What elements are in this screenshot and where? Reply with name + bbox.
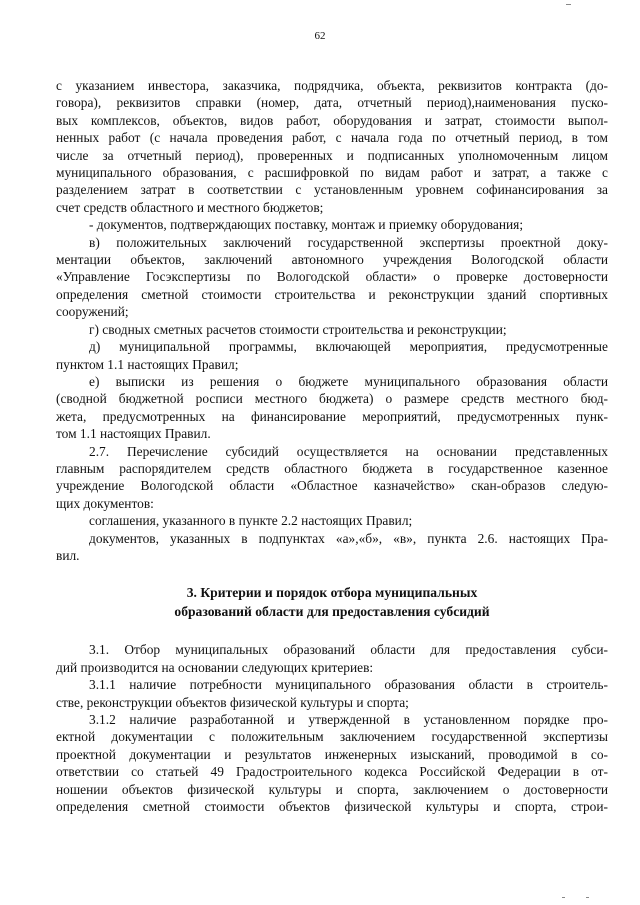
section-gap [56, 564, 608, 584]
text-line: 3.1.2 наличие разработанной и утвержденной в установленном порядке про- [89, 712, 608, 727]
text-line: учреждение Вологодской области «Областное казначейство» скан-образов следую- [56, 478, 608, 494]
section-heading-line-2: образований области для предоставления субсидий [174, 603, 490, 619]
section-heading-line-1: 3. Критерии и порядок отбора муниципальных [186, 585, 478, 601]
text-line: жета, предусмотренных на финансирование мероприятий, предусмотренных пунк- [56, 408, 608, 424]
text-line: том 1.1 настоящих Правил. [56, 426, 211, 442]
text-line: ектной документации с положительным заключением государственной экспертизы [56, 729, 608, 745]
text-line: определения сметной стоимости объектов физической культуры и спорта, строи- [56, 799, 608, 815]
text-line: 3.1. Отбор муниципальных образований области для предоставления субси- [89, 642, 608, 658]
text-line: документов, указанных в подпунктах «а»,«б», «в», пункта 2.6. настоящих Пра- [89, 530, 608, 546]
text-line: соглашения, указанного в пункте 2.2 настоящих Правил; [89, 513, 413, 529]
section-gap [56, 621, 608, 641]
text-line: стве, реконструкции объектов физической культуры и спорта; [56, 694, 409, 710]
text-line: ответствии со статьей 49 Градостроительного кодекса Российской Федерации в от- [56, 764, 608, 780]
text-line: с указанием инвестора, заказчика, подрядчика, объекта, реквизитов контракта (до- [56, 78, 608, 93]
text-line: разделением затрат в соответствии с установленным уровнем софинансирования за [56, 182, 608, 198]
text-line: сооружений; [56, 304, 129, 320]
text-line: д) муниципальной программы, включающей мероприятия, предусмотренные [89, 339, 608, 355]
text-line: определения сметной стоимости строительства и реконструкции зданий спортивных [56, 286, 608, 302]
text-line: ментации объектов, заключений автономного учреждения Вологодской области [56, 252, 608, 268]
scan-artifact [566, 4, 571, 5]
text-line: дий производится на основании следующих критериев: [56, 659, 374, 675]
scan-artifact [586, 897, 589, 898]
text-line: г) сводных сметных расчетов стоимости строительства и реконструкции; [89, 321, 507, 337]
text-line: «Управление Госэкспертизы по Вологодской области» о проверке достоверности [56, 269, 608, 285]
text-line: вил. [56, 547, 80, 563]
text-line: ношении объектов физической культуры и спорта, заключением о достоверности [56, 781, 608, 797]
text-line: пунктом 1.1 настоящих Правил; [56, 356, 239, 372]
text-line: главным распорядителем средств областного бюджета в государственное казенное [56, 460, 608, 476]
scan-artifact [562, 897, 565, 898]
text-line: проектной документации и результатов инженерных изысканий, проводимой в со- [56, 746, 608, 762]
text-line: говора), реквизитов справки (номер, дата, отчетный период),наименования пуско- [56, 95, 608, 111]
text-line: е) выписки из решения о бюджете муниципального образования области [89, 373, 608, 389]
text-line: 2.7. Перечисление субсидий осуществляется на основании представленных [89, 443, 608, 459]
text-line: счет средств областного и местного бюджетов; [56, 199, 324, 215]
page-number: 62 [314, 30, 326, 42]
text-line: (сводной бюджетной росписи местного бюджета) о размере средств местного бюд- [56, 391, 608, 407]
document-body [56, 77, 608, 815]
text-line: щих документов: [56, 495, 154, 511]
text-line: 3.1.1 наличие потребности муниципального образования области в строитель- [89, 677, 608, 693]
text-line: ненных работ (с начала проведения работ, с начала года по отчетный период, в том [56, 130, 608, 146]
text-line: в) положительных заключений государственной экспертизы проектной доку- [89, 234, 608, 250]
text-line: числе за отчетный период), проверенных и подписанных уполномоченным лицом [56, 147, 608, 163]
text-line: муниципального образования, с расшифровкой по видам работ и затрат, а также с [56, 165, 608, 181]
text-line: - документов, подтверждающих поставку, монтаж и приемку оборудования; [89, 217, 524, 233]
text-line: вых комплексов, объектов, видов работ, оборудования и затрат, стоимости выпол- [56, 112, 608, 128]
